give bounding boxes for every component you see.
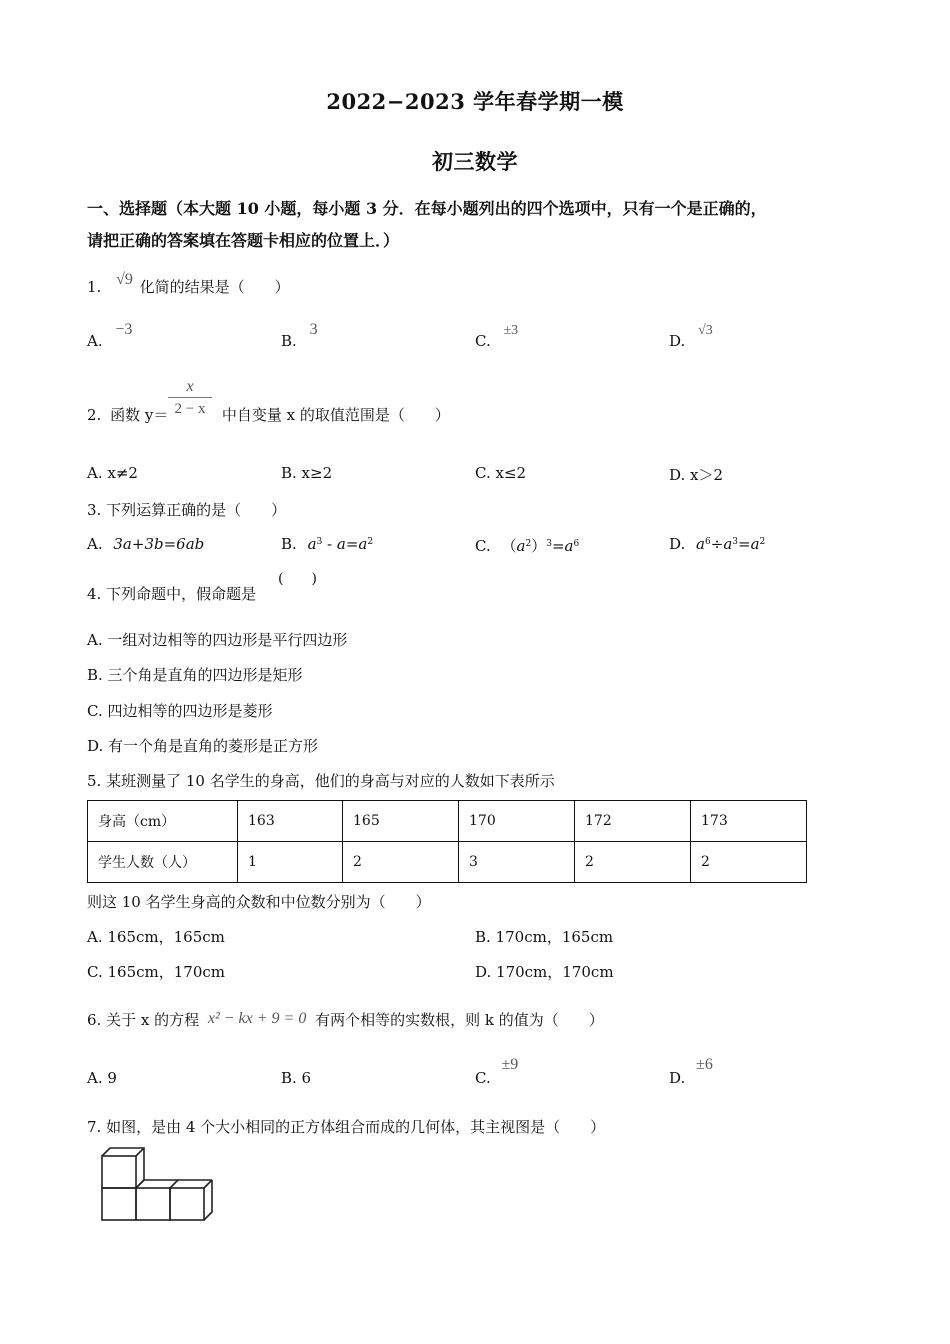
q2-fraction — [168, 378, 212, 418]
q3-option-d-label: D. — [669, 535, 686, 553]
q1-option-a-value: −3 — [115, 321, 133, 338]
q2-fraction-denominator: 2 − x — [174, 401, 206, 417]
q1-option-a-label: A. — [87, 332, 103, 350]
q4-option-b[interactable]: B. 三个角是直角的四边形是矩形 — [87, 666, 303, 684]
q1-option-c-value: ±3 — [503, 323, 519, 338]
q5-option-a[interactable]: A. 165cm，165cm — [87, 928, 225, 946]
q4-option-d[interactable]: D. 有一个角是直角的菱形是正方形 — [87, 737, 319, 755]
table-cell: 165 — [343, 801, 459, 842]
q3-option-b[interactable] — [281, 535, 373, 553]
q1-number: 1. — [87, 278, 102, 296]
q3-stem: 3. 下列运算正确的是（ ） — [87, 501, 287, 519]
q3-option-c-label: C. — [475, 537, 491, 555]
q1-radical: √9 — [116, 271, 133, 288]
q2-stem — [87, 404, 450, 425]
table-cell: 163 — [238, 801, 343, 842]
q1-option-d[interactable] — [669, 323, 713, 351]
page-title: 2022−2023 学年春学期一模 — [326, 89, 624, 114]
q3-option-d-value: $a^6\div a^3=a^2$ — [696, 535, 766, 553]
table-cell: 1 — [238, 842, 343, 883]
q6-option-c-label: C. — [475, 1069, 491, 1087]
q1-option-b-value: 3 — [309, 321, 318, 338]
q2-option-c[interactable]: C. x≤2 — [475, 464, 527, 482]
q2-option-a[interactable]: A. x≠2 — [87, 464, 138, 482]
q5-option-b[interactable]: B. 170cm，165cm — [475, 928, 614, 946]
section-header-line1: 一、选择题（本大题 10 小题，每小题 3 分．在每小题列出的四个选项中，只有一个是正确的， — [87, 199, 767, 218]
q7-cube-figure — [96, 1142, 226, 1228]
q3-option-a[interactable] — [87, 535, 204, 553]
q5-stem: 5. 某班测量了 10 名学生的身高，他们的身高与对应的人数如下表所示 — [87, 772, 555, 790]
q1-option-c[interactable] — [475, 323, 519, 351]
q3-option-c[interactable] — [475, 535, 579, 556]
q1-option-b-label: B. — [281, 332, 297, 350]
q2-number: 2. — [87, 406, 102, 424]
q3-option-b-value: $a^3 - a=a^2$ — [307, 535, 374, 553]
q6-option-a[interactable]: A. 9 — [87, 1069, 117, 1087]
table-cell: 170 — [459, 801, 575, 842]
q2-fraction-numerator: x — [186, 378, 194, 395]
q6-stem — [87, 1009, 604, 1030]
table-cell: 2 — [691, 842, 807, 883]
q3-option-b-label: B. — [281, 535, 297, 553]
table-row — [88, 801, 807, 842]
q1-stem — [87, 271, 290, 297]
q1-option-d-label: D. — [669, 332, 686, 350]
q1-option-d-value: √3 — [698, 323, 713, 338]
table-cell: 学生人数（人） — [88, 842, 238, 883]
q7-stem: 7. 如图，是由 4 个大小相同的正方体组合而成的几何体，其主视图是（ ） — [87, 1118, 606, 1136]
table-cell: 172 — [575, 801, 691, 842]
q6-option-b[interactable]: B. 6 — [281, 1069, 312, 1087]
q2-post: 中自变量 x 的取值范围是（ ） — [221, 406, 450, 424]
table-cell: 3 — [459, 842, 575, 883]
section-header-line2: 请把正确的答案填在答题卡相应的位置上．） — [87, 231, 400, 250]
table-cell: 173 — [691, 801, 807, 842]
q6-option-d-label: D. — [669, 1069, 686, 1087]
page-subtitle: 初三数学 — [432, 149, 518, 174]
q2-option-d[interactable]: D. x＞2 — [669, 466, 724, 484]
q5-option-c[interactable]: C. 165cm，170cm — [87, 963, 225, 981]
q6-option-c[interactable] — [475, 1056, 519, 1088]
table-row — [88, 842, 807, 883]
q6-option-d[interactable] — [669, 1056, 713, 1088]
q5-after-text: 则这 10 名学生身高的众数和中位数分别为（ ） — [87, 893, 431, 911]
table-cell: 2 — [575, 842, 691, 883]
q6-option-c-value: ±9 — [501, 1056, 519, 1073]
q3-option-a-value: 3a+3b=6ab — [113, 535, 205, 553]
q1-text: 化简的结果是（ ） — [139, 278, 290, 296]
q1-option-c-label: C. — [475, 332, 491, 350]
q6-post: 有两个相等的实数根，则 k 的值为（ ） — [315, 1011, 604, 1029]
q2-fraction-bar — [168, 397, 212, 398]
q6-pre: 6. 关于 x 的方程 — [87, 1011, 200, 1029]
q1-option-b[interactable] — [281, 321, 318, 351]
q6-equation: x² − kx + 9 = 0 — [207, 1010, 307, 1027]
q3-option-c-value: $(a^2)^3=a^6$ — [501, 537, 580, 555]
q3-option-d[interactable] — [669, 535, 765, 553]
q1-option-a[interactable] — [87, 321, 133, 351]
q4-option-a[interactable]: A. 一组对边相等的四边形是平行四边形 — [87, 631, 348, 649]
q2-option-b[interactable]: B. x≥2 — [281, 464, 333, 482]
q4-option-c[interactable]: C. 四边相等的四边形是菱形 — [87, 702, 273, 720]
q4-paren: ( ) — [278, 571, 317, 587]
q5-table — [87, 800, 807, 883]
table-cell: 身高（cm） — [88, 801, 238, 842]
q5-option-d[interactable]: D. 170cm，170cm — [475, 963, 614, 981]
q4-stem: 4. 下列命题中，假命题是 — [87, 585, 257, 603]
q2-pre: 函数 y＝ — [110, 406, 169, 424]
q6-option-d-value: ±6 — [696, 1056, 713, 1073]
table-cell: 2 — [343, 842, 459, 883]
q3-option-a-label: A. — [87, 535, 103, 553]
